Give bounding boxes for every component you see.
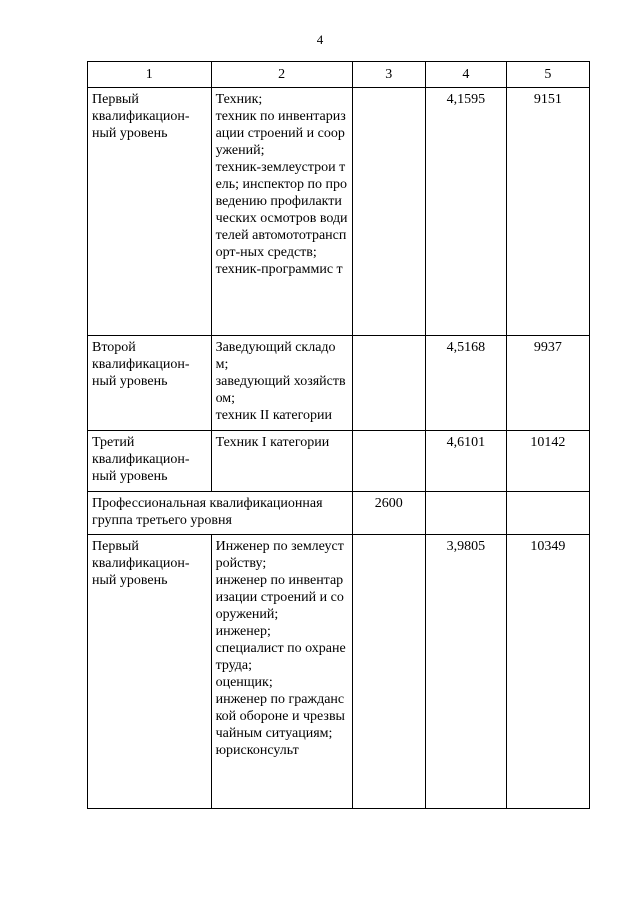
positions-cell: Заведующий складом; заведующий хозяйством; техник II категории [211, 336, 352, 431]
coefficient-cell: 3,9805 [425, 535, 506, 809]
salary-cell [352, 336, 425, 431]
group-row [88, 492, 590, 535]
empty-cell [506, 492, 589, 535]
amount-cell: 9151 [506, 88, 589, 336]
table-row [88, 535, 590, 809]
qualification-level-cell: Первый квалификацион-ный уровень [88, 88, 212, 336]
column-header: 4 [425, 62, 506, 88]
group-salary-cell: 2600 [352, 492, 425, 535]
table-row [88, 431, 590, 492]
salary-cell [352, 88, 425, 336]
positions-cell: Техник; техник по инвентаризации строений и сооружений; техник-землеустрои тель; инспектор по проведению профилактических осмотров водителей автомототранспорт-ных средств; техник-программис т [211, 88, 352, 336]
column-header: 2 [211, 62, 352, 88]
empty-cell [425, 492, 506, 535]
amount-cell: 10142 [506, 431, 589, 492]
table-header-row [88, 62, 590, 88]
column-header: 3 [352, 62, 425, 88]
coefficient-cell: 4,1595 [425, 88, 506, 336]
table-row [88, 88, 590, 336]
salary-cell [352, 431, 425, 492]
coefficient-cell: 4,6101 [425, 431, 506, 492]
qualification-level-cell: Первый квалификацион-ный уровень [88, 535, 212, 809]
salary-table [87, 61, 590, 809]
group-title-cell: Профессиональная квалификационная группа третьего уровня [88, 492, 353, 535]
qualification-level-cell: Третий квалификацион-ный уровень [88, 431, 212, 492]
table-row [88, 336, 590, 431]
salary-cell [352, 535, 425, 809]
amount-cell: 9937 [506, 336, 589, 431]
positions-cell: Техник I категории [211, 431, 352, 492]
column-header: 5 [506, 62, 589, 88]
coefficient-cell: 4,5168 [425, 336, 506, 431]
column-header: 1 [88, 62, 212, 88]
qualification-level-cell: Второй квалификацион-ный уровень [88, 336, 212, 431]
amount-cell: 10349 [506, 535, 589, 809]
page-number: 4 [316, 32, 324, 47]
positions-cell: Инженер по землеустройству; инженер по инвентаризации строений и сооружений; инженер; специалист по охране труда; оценщик; инженер по гражданской обороне и чрезвычайным ситуациям; юрисконсульт [211, 535, 352, 809]
